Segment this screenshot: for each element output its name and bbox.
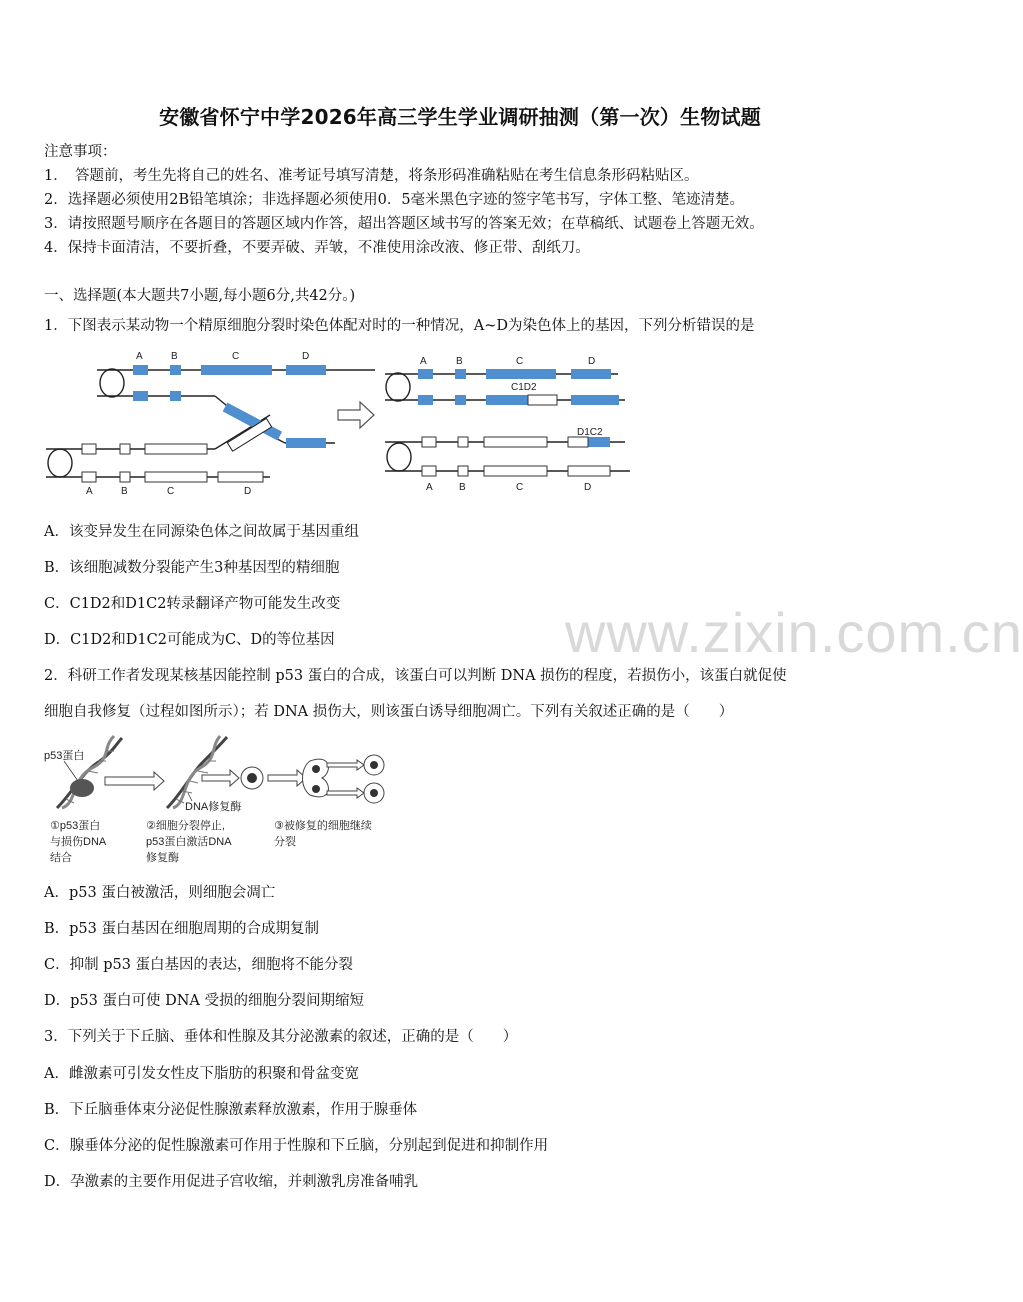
- p53-repair-diagram: [42, 733, 392, 865]
- notice-item-4: 4．保持卡面清洁，不要折叠，不要弄破、弄皱，不准使用涂改液、修正带、刮纸刀。: [44, 240, 590, 256]
- q3-option-c: C．腺垂体分泌的促性腺激素可作用于性腺和下丘脑，分别起到促进和抑制作用: [44, 1138, 549, 1154]
- step3-line1: ③被修复的细胞继续: [274, 820, 372, 832]
- gene-label-b-top: B: [171, 351, 178, 362]
- p53-label: p53蛋白: [44, 750, 85, 762]
- gene-label-a-r4: A: [426, 482, 433, 493]
- step2-line3: 修复酶: [146, 852, 179, 864]
- step2-line2: p53蛋白激活DNA: [146, 836, 232, 848]
- notice-heading: 注意事项：: [44, 144, 117, 160]
- dna-repair-enzyme-label: DNA修复酶: [185, 801, 242, 813]
- gene-label-d-top: D: [302, 351, 310, 362]
- gene-label-c-bottom: C: [167, 486, 175, 497]
- label-c1d2: C1D2: [511, 382, 537, 393]
- gene-label-a-top: A: [136, 351, 143, 362]
- q1-option-d: D．C1D2和D1C2可能成为C、D的等位基因: [44, 632, 335, 648]
- gene-label-d-bottom: D: [244, 486, 252, 497]
- q1-stem: 1．下图表示某动物一个精原细胞分裂时染色体配对时的一种情况，A~D为染色体上的基因，下列分析错误的是: [44, 318, 755, 334]
- gene-label-b-bottom: B: [121, 486, 128, 497]
- gene-label-b-r1: B: [456, 356, 463, 367]
- step3-line2: 分裂: [274, 836, 296, 848]
- gene-label-c-r1: C: [516, 356, 524, 367]
- q1-option-c: C．C1D2和D1C2转录翻译产物可能发生改变: [44, 596, 341, 612]
- gene-label-a-r1: A: [420, 356, 427, 367]
- gene-label-a-bottom: A: [86, 486, 93, 497]
- q3-option-d: D．孕激素的主要作用促进子宫收缩，并刺激乳房准备哺乳: [44, 1174, 419, 1190]
- q2-option-d: D．p53 蛋白可使 DNA 受损的细胞分裂间期缩短: [44, 993, 364, 1009]
- q3-option-a: A．雌激素可引发女性皮下脂肪的积聚和骨盆变宽: [44, 1066, 359, 1082]
- q2-option-a: A．p53 蛋白被激活，则细胞会凋亡: [44, 885, 276, 901]
- right-arrow-icon: [338, 402, 374, 428]
- q2-option-c: C．抑制 p53 蛋白基因的表达，细胞将不能分裂: [44, 957, 354, 973]
- q3-stem: 3．下列关于下丘脑、垂体和性腺及其分泌激素的叙述，正确的是（ ）: [44, 1029, 518, 1045]
- page-title: 安徽省怀宁中学2026年高三学生学业调研抽测（第一次）生物试题: [159, 105, 761, 129]
- watermark: www.zixin.com.cn: [565, 601, 1023, 664]
- section-heading: 一、选择题(本大题共7小题,每小题6分,共42分。): [44, 288, 356, 304]
- notice-item-3: 3．请按照题号顺序在各题目的答题区域内作答，超出答题区域书写的答案无效；在草稿纸、试题卷上答题无效。: [44, 216, 764, 232]
- q1-option-b: B．该细胞减数分裂能产生3种基因型的精细胞: [44, 560, 340, 576]
- step1-line3: 结合: [50, 852, 72, 864]
- notice-item-2: 2．选择题必须使用2B铅笔填涂；非选择题必须使用0．5毫米黑色字迹的签字笔书写，字体工整、笔迹清楚。: [44, 192, 745, 208]
- gene-label-d-r1: D: [588, 356, 596, 367]
- label-d1c2: D1C2: [577, 427, 603, 438]
- gene-label-b-r4: B: [459, 482, 466, 493]
- notice-item-1: 1． 答题前，考生先将自己的姓名、准考证号填写清楚，将条形码准确粘贴在考生信息条形码粘贴区。: [44, 168, 699, 184]
- q2-option-b: B．p53 蛋白基因在细胞周期的合成期复制: [44, 921, 319, 937]
- gene-label-d-r4: D: [584, 482, 592, 493]
- gene-label-c-r4: C: [516, 482, 524, 493]
- gene-label-c-top: C: [232, 351, 240, 362]
- q3-option-b: B．下丘脑垂体束分泌促性腺激素释放激素，作用于腺垂体: [44, 1102, 418, 1118]
- step2-line1: ②细胞分裂停止,: [146, 820, 225, 832]
- step1-line1: ①p53蛋白: [50, 820, 101, 832]
- q2-stem-line-2: 细胞自我修复（过程如图所示）；若 DNA 损伤大，则该蛋白诱导细胞凋亡。下列有关叙述正确的是（ ）: [44, 704, 734, 720]
- q1-option-a: A．该变异发生在同源染色体之间故属于基因重组: [44, 524, 359, 540]
- q2-stem-line-1: 2．科研工作者发现某核基因能控制 p53 蛋白的合成，该蛋白可以判断 DNA 损伤的程度，若损伤小，该蛋白就促使: [44, 668, 787, 684]
- step1-line2: 与损伤DNA: [50, 836, 107, 848]
- chromosome-crossover-diagram: [40, 345, 640, 500]
